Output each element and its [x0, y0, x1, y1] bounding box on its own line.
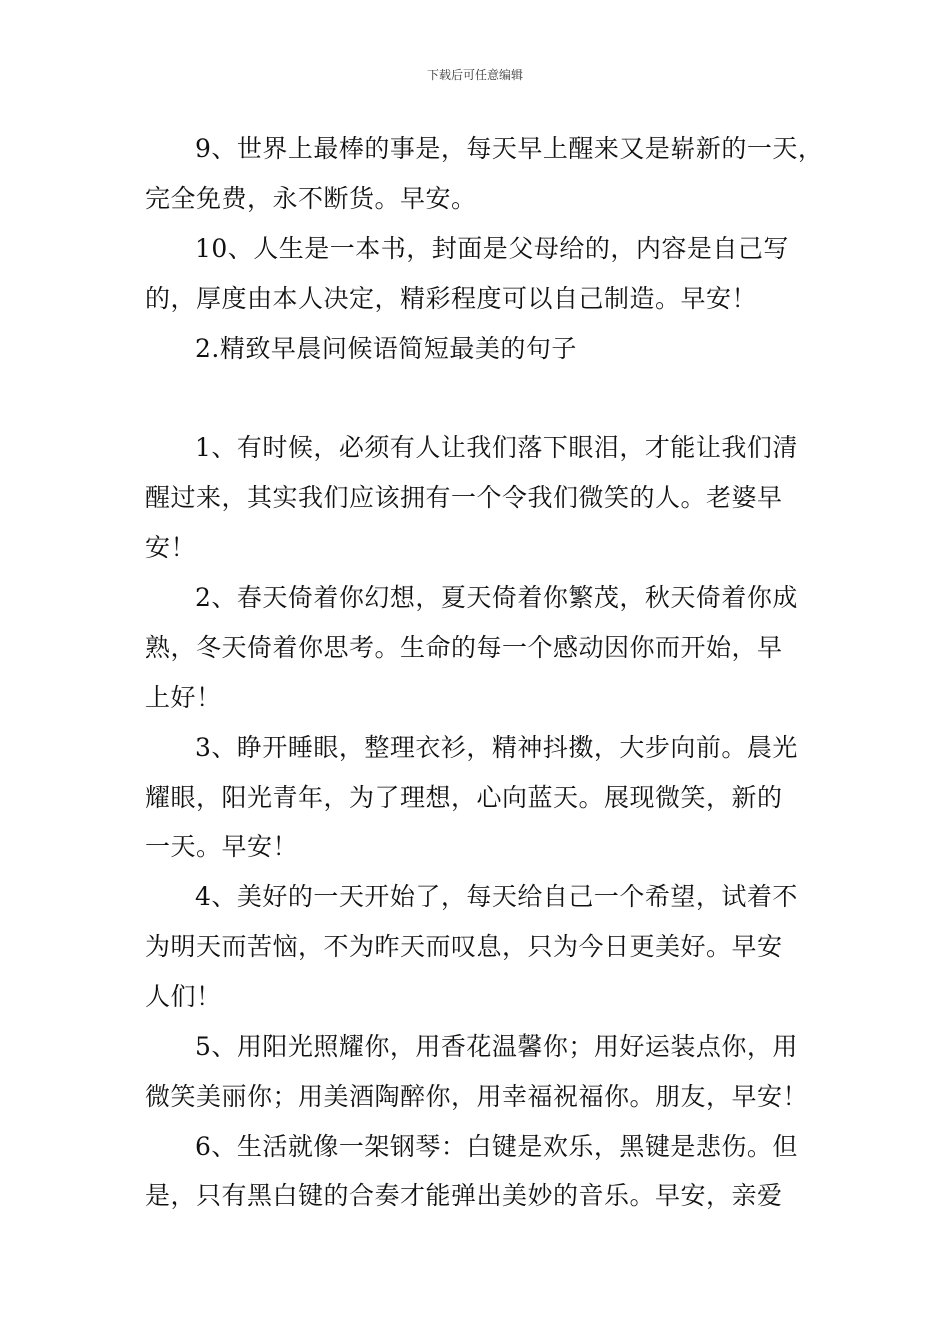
text-line: 微笑美丽你；用美酒陶醉你，用幸福祝福你。朋友，早安！	[145, 1082, 809, 1111]
text-line: 上好！	[145, 683, 222, 712]
text-line: 醒过来，其实我们应该拥有一个令我们微笑的人。老婆早	[145, 483, 783, 512]
text-line: 4、美好的一天开始了，每天给自己一个希望，试着不	[195, 882, 798, 911]
text-line: 是，只有黑白键的合奏才能弹出美妙的音乐。早安，亲爱	[145, 1181, 783, 1210]
text-line: 6、生活就像一架钢琴：白键是欢乐，黑键是悲伤。但	[195, 1132, 798, 1161]
text-line: 2、春天倚着你幻想，夏天倚着你繁茂，秋天倚着你成	[195, 583, 798, 612]
text-line: 完全免费，永不断货。早安。	[145, 184, 477, 213]
text-line: 9、世界上最棒的事是，每天早上醒来又是崭新的一天，	[195, 134, 824, 163]
text-line: 的，厚度由本人决定，精彩程度可以自己制造。早安！	[145, 284, 758, 313]
header-note: 下载后可任意编辑	[426, 68, 523, 82]
text-line: 为明天而苦恼，不为昨天而叹息，只为今日更美好。早安	[145, 932, 783, 961]
text-line: 1、有时候，必须有人让我们落下眼泪，才能让我们清	[195, 433, 798, 462]
text-line: 人们！	[145, 982, 222, 1011]
text-line: 3、睁开睡眼，整理衣衫，精神抖擞，大步向前。晨光	[195, 733, 798, 762]
text-line: 10、人生是一本书，封面是父母给的，内容是自己写	[195, 234, 789, 263]
text-line: 耀眼，阳光青年，为了理想，心向蓝天。展现微笑，新的	[145, 783, 783, 812]
text-line: 熟，冬天倚着你思考。生命的每一个感动因你而开始，早	[145, 633, 783, 662]
section-heading: 2.精致早晨问候语简短最美的句子	[195, 334, 577, 363]
text-line: 一天。早安！	[145, 832, 299, 861]
text-line: 5、用阳光照耀你，用香花温馨你；用好运装点你，用	[195, 1032, 798, 1061]
text-line: 安！	[145, 533, 197, 562]
